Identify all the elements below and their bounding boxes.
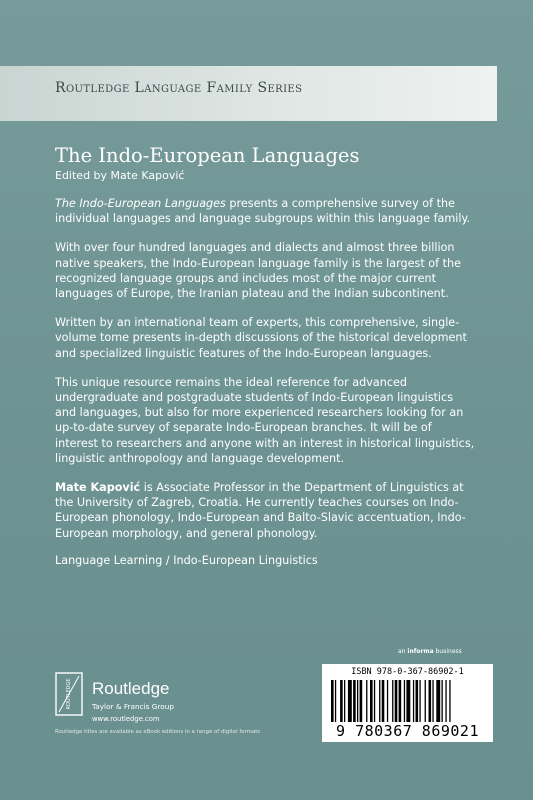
editor-line: Edited by Mate Kapović: [55, 169, 185, 182]
author-bio-text: is Associate Professor in the Department of Linguistics at the University of Zagreb, Croatia. He currently teaches courses on Indo-European phonology, Indo-European and Balto-Slavic accentuation, Indo-European morphology, and general phonology.: [55, 481, 466, 540]
author-bio: [55, 480, 475, 541]
routledge-logo-icon: [55, 672, 83, 716]
book-title: The Indo-European Languages: [55, 144, 360, 167]
subject-category: Language Learning / Indo-European Linguistics: [55, 553, 318, 567]
description-paragraph-1: [55, 196, 475, 226]
informa-business-label: an informa business: [398, 648, 462, 655]
description-paragraph-3: Written by an international team of experts, this comprehensive, single-volume tome presents in-depth discussions of the historical development and specialized linguistic features of the Indo-European languages.: [55, 316, 467, 360]
series-title: Routledge Language Family Series: [55, 80, 303, 96]
barcode: [322, 664, 493, 742]
publisher-name: Routledge: [92, 679, 170, 698]
description-p1-text: presents a comprehensive survey of the individual languages and language subgroups within this language family.: [55, 197, 471, 226]
description: [55, 196, 475, 582]
book-title-italic: The Indo-European Languages: [55, 197, 226, 210]
publisher-url: www.routledge.com: [92, 715, 160, 723]
informa-brand: informa: [407, 648, 434, 655]
author-name: Mate Kapović: [55, 481, 141, 495]
logo-text: ROUTLEDGE: [66, 678, 72, 710]
isbn-label: ISBN 978-0-367-86902-1: [351, 667, 464, 677]
description-paragraph-2: With over four hundred languages and dialects and almost three billion native speakers, the Indo-European language family is the largest of the recognized language groups and includes most of the major current languages of Europe, the Iranian plateau and the Indian subcontinent.: [55, 241, 461, 301]
barcode-bars-icon: [331, 680, 484, 722]
publisher-group: Taylor & Francis Group: [92, 702, 174, 711]
description-paragraph-4: This unique resource remains the ideal reference for advanced undergraduate and postgraduate students of Indo-European linguistics and languages, but also for more experienced researchers looking for an up-to-date survey of separate Indo-European branches. It will be of interest to researchers and anyone with an interest in historical linguistics, linguistic anthropology and language development.: [55, 375, 475, 465]
barcode-number: 9 780367 869021: [336, 722, 479, 740]
ebook-note: Routledge titles are available as eBook editions in a range of digital formats: [55, 729, 261, 735]
